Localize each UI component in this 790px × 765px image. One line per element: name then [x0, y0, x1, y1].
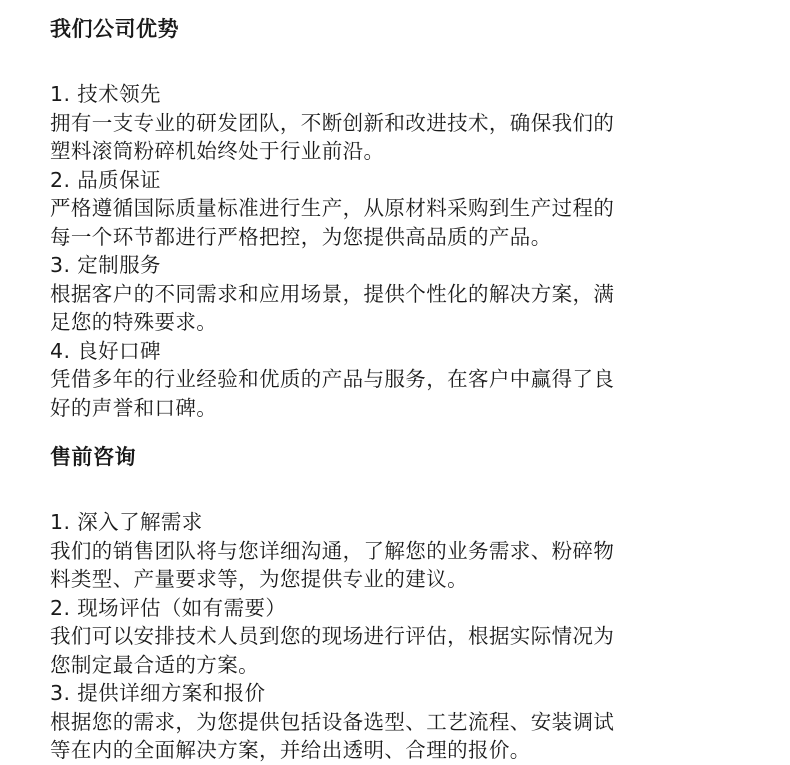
- item-body-line: 根据您的需求，为您提供包括设备选型、工艺流程、安装调试: [50, 709, 615, 734]
- spacer: [50, 474, 750, 508]
- item-title: 4. 良好口碑: [50, 338, 161, 363]
- item-body: [50, 708, 750, 765]
- section-pre-sales-consulting: [50, 440, 750, 765]
- item-body-line: 拥有一支专业的研发团队，不断创新和改进技术，确保我们的: [50, 110, 615, 135]
- list-item: [50, 508, 750, 594]
- item-body-line: 好的声誉和口碑。: [50, 395, 218, 420]
- item-title: 2. 现场评估（如有需要）: [50, 595, 287, 620]
- item-body-line: 每一个环节都进行严格把控，为您提供高品质的产品。: [50, 224, 552, 249]
- section-company-advantages: [50, 12, 750, 422]
- item-body-line: 您制定最合适的方案。: [50, 652, 259, 677]
- list-item: [50, 337, 750, 423]
- list-item: [50, 679, 750, 765]
- spacer: [50, 46, 750, 80]
- item-body-line: 足您的特殊要求。: [50, 310, 218, 334]
- section-heading: 我们公司优势: [50, 17, 179, 41]
- item-body: [50, 194, 750, 251]
- item-body-line: 凭借多年的行业经验和优质的产品与服务，在客户中赢得了良: [50, 367, 615, 391]
- item-body-line: 等在内的全面解决方案，并给出透明、合理的报价。: [50, 738, 531, 762]
- item-title: 2. 品质保证: [50, 167, 161, 192]
- item-body: [50, 109, 750, 166]
- item-body: [50, 365, 750, 422]
- item-title: 3. 提供详细方案和报价: [50, 681, 266, 705]
- item-body: [50, 622, 750, 679]
- item-body-line: 塑料滚筒粉碎机始终处于行业前沿。: [50, 139, 385, 163]
- item-body: [50, 280, 750, 337]
- item-title: 1. 技术领先: [50, 82, 161, 106]
- item-body: [50, 537, 750, 594]
- item-title: 1. 深入了解需求: [50, 510, 203, 534]
- item-body-line: 料类型、产量要求等，为您提供专业的建议。: [50, 567, 468, 591]
- item-body-line: 我们可以安排技术人员到您的现场进行评估，根据实际情况为: [50, 624, 615, 648]
- list-item: [50, 251, 750, 337]
- item-body-line: 我们的销售团队将与您详细沟通，了解您的业务需求、粉碎物: [50, 538, 615, 563]
- list-item: [50, 80, 750, 166]
- list-item: [50, 166, 750, 252]
- item-body-line: 严格遵循国际质量标准进行生产，从原材料采购到生产过程的: [50, 196, 615, 220]
- list-item: [50, 594, 750, 680]
- item-title: 3. 定制服务: [50, 253, 161, 277]
- section-heading: 售前咨询: [50, 445, 136, 469]
- item-body-line: 根据客户的不同需求和应用场景，提供个性化的解决方案，满: [50, 281, 615, 306]
